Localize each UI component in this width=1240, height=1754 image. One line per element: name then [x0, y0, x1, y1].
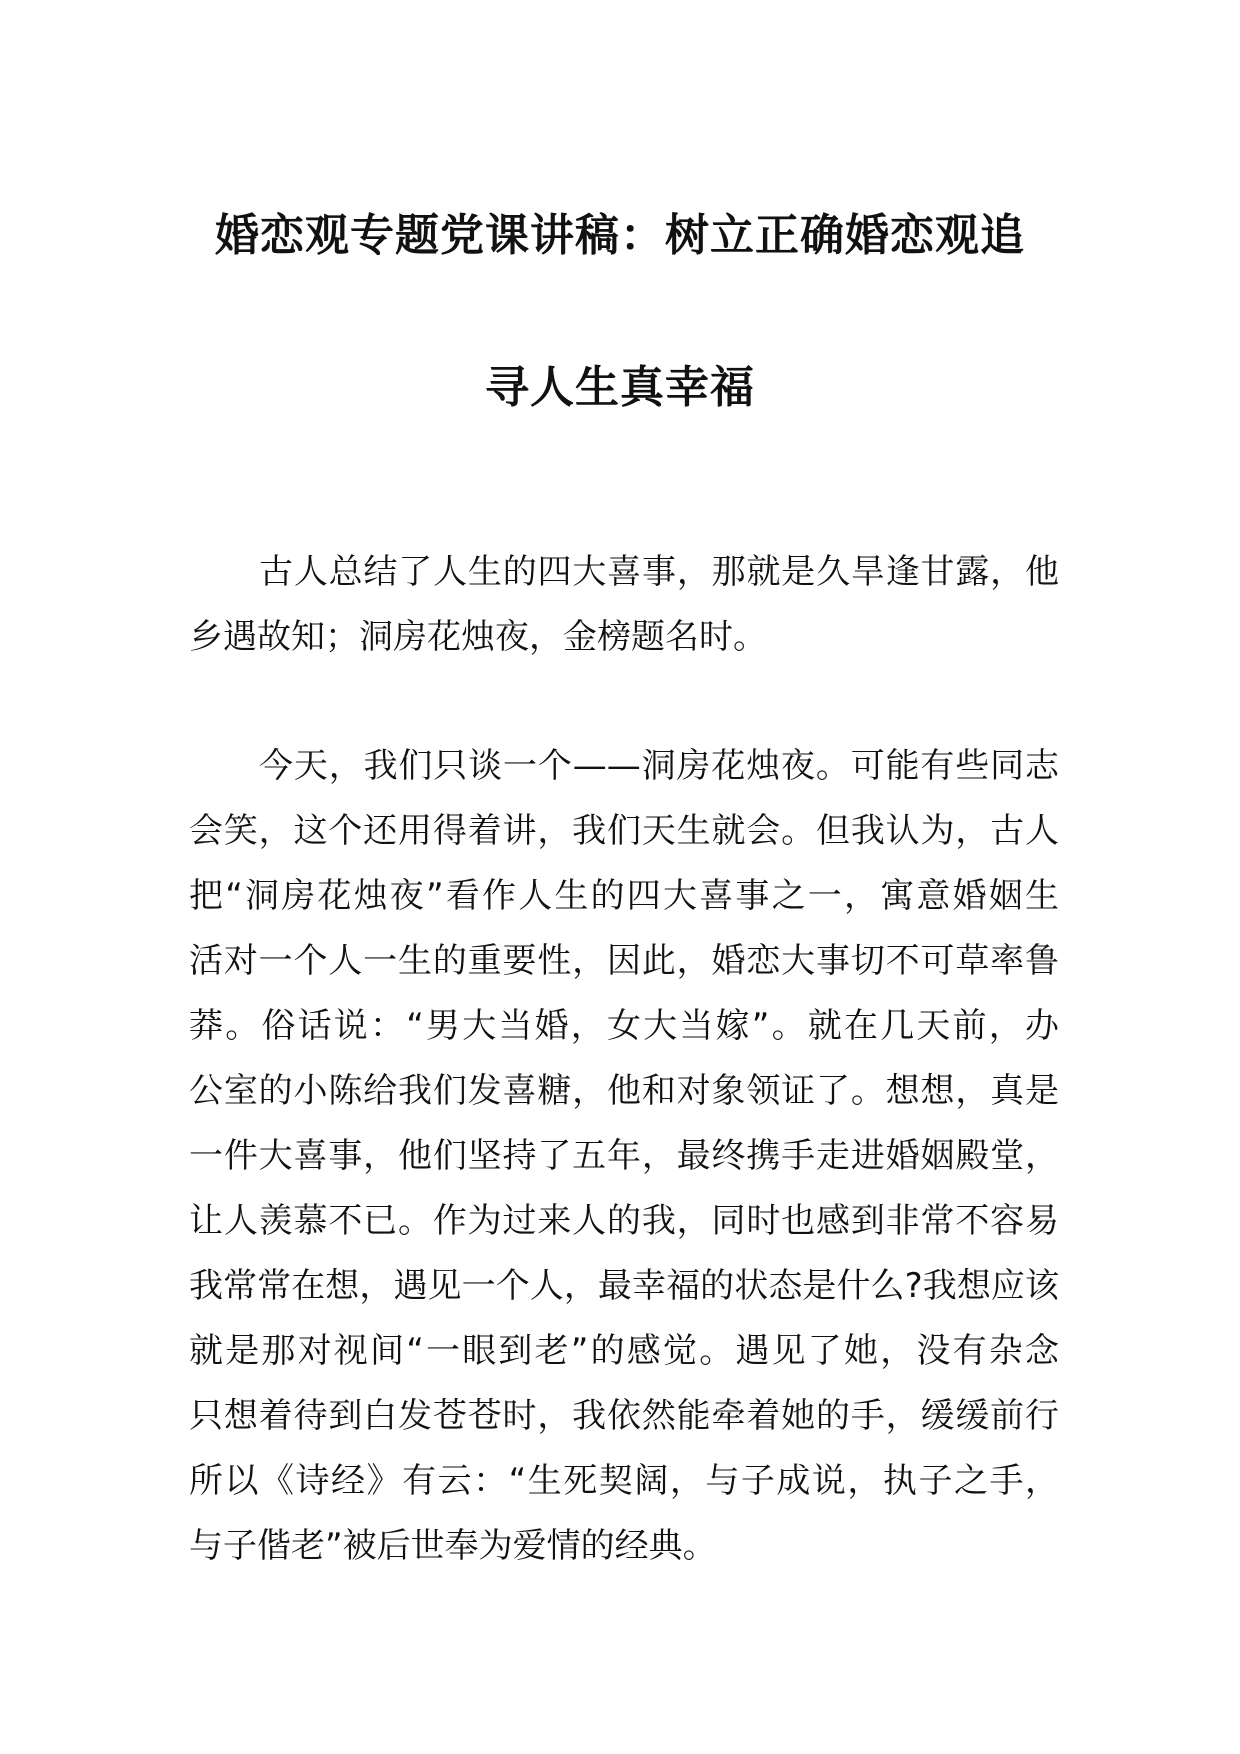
document-title-line-1: 婚恋观专题党课讲稿：树立正确婚恋观追	[215, 210, 1025, 261]
paragraph-line: 只想着待到白发苍苍时，我依然能牵着她的手，缓缓前行	[189, 1396, 1059, 1436]
paragraph-line: 把“洞房花烛夜”看作人生的四大喜事之一，寓意婚姻生	[189, 876, 1059, 916]
paragraph-line: 莽。俗话说：“男大当婚，女大当嫁”。就在几天前，办	[189, 1006, 1059, 1046]
paragraph-line: 古人总结了人生的四大喜事，那就是久旱逢甘露，他	[259, 552, 1059, 592]
paragraph-line: 活对一个人一生的重要性，因此，婚恋大事切不可草率鲁	[189, 941, 1059, 981]
paragraph-line: 所以《诗经》有云：“生死契阔，与子成说，执子之手，	[189, 1461, 1059, 1501]
paragraph-line: 就是那对视间“一眼到老”的感觉。遇见了她，没有杂念	[189, 1331, 1059, 1371]
paragraph-2	[189, 734, 1059, 1579]
paragraph-line: 让人羡慕不已。作为过来人的我，同时也感到非常不容易	[189, 1201, 1059, 1241]
paragraph-line: 我常常在想，遇见一个人，最幸福的状态是什么?我想应该	[189, 1266, 1059, 1306]
paragraph-line: 乡遇故知；洞房花烛夜，金榜题名时。	[189, 617, 767, 657]
paragraph-line: 会笑，这个还用得着讲，我们天生就会。但我认为，古人	[189, 811, 1059, 851]
paragraph-line: 今天，我们只谈一个——洞房花烛夜。可能有些同志	[259, 746, 1059, 786]
paragraph-line: 与子偕老”被后世奉为爱情的经典。	[189, 1526, 717, 1566]
document-title-line-2: 寻人生真幸福	[485, 362, 755, 413]
paragraph-1	[189, 540, 1059, 670]
paragraph-line: 一件大喜事，他们坚持了五年，最终携手走进婚姻殿堂，	[189, 1136, 1059, 1176]
paragraph-line: 公室的小陈给我们发喜糖，他和对象领证了。想想，真是	[189, 1071, 1059, 1111]
